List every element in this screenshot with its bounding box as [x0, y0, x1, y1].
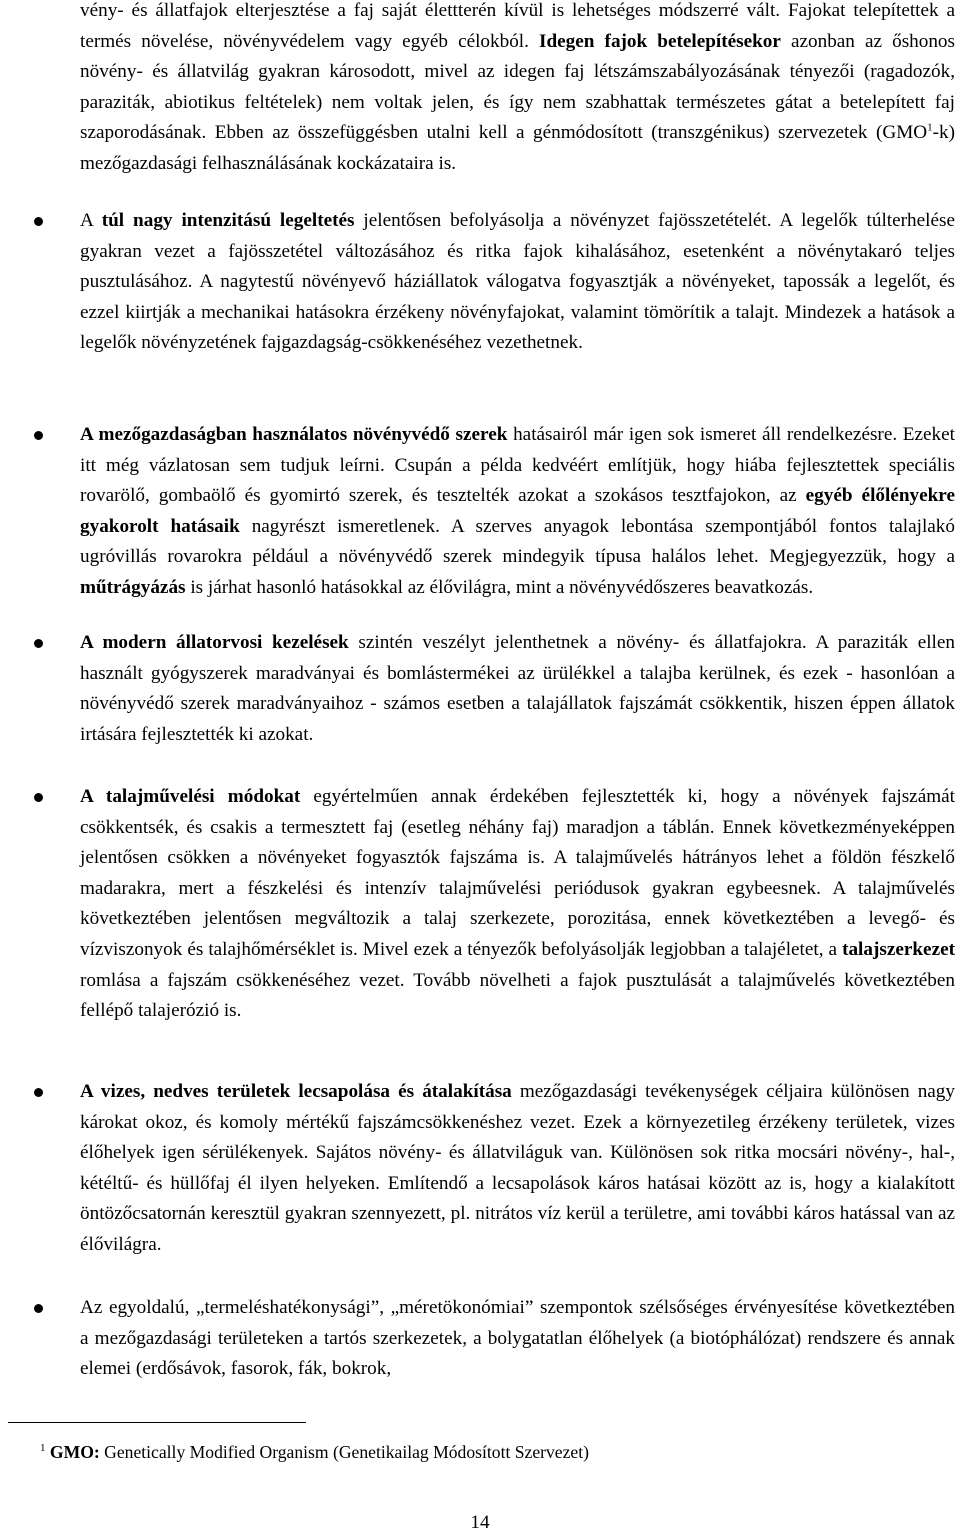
item-text: szintén veszélyt jelenthetnek a növény- és állatfajokra. A paraziták ellen használt gyógyszerek maradványai és bomlástermékei az ürülékkel a talajba kerülnek, és ezek - hasonlóan a növényvédő szerek maradványaihoz - számos esetben a talajállatok fajszámát csökkentik, hiszen éppen állatok irtására fejlesztették ki azokat.: [80, 632, 955, 745]
list-item-tillage: [80, 782, 955, 1027]
footnote-term: GMO:: [49, 1442, 100, 1462]
bullet-icon: [34, 793, 43, 802]
list-item-grazing: [80, 206, 955, 359]
bullet-icon: [34, 431, 43, 440]
footnote: [40, 1440, 920, 1464]
footnote-number: 1: [40, 1442, 46, 1455]
list-item-pesticides: [80, 420, 955, 604]
footnote-ref: 1: [927, 121, 933, 134]
footnote-divider: [8, 1422, 306, 1423]
footnote-text: Genetically Modified Organism (Genetikailag Módosított Szervezet): [99, 1442, 589, 1462]
bullet-icon: [34, 639, 43, 648]
list-item-one-sided: [80, 1293, 955, 1385]
bullet-icon: [34, 217, 43, 226]
item-bold: A vizes, nedves területek lecsapolása és átalakítása: [80, 1081, 512, 1102]
item-bold: túl nagy intenzitású legeltetés: [101, 210, 355, 231]
item-text: A: [80, 210, 102, 231]
intro-text-1: vény- és állatfajok elterjesztése a faj saját élettterén kívül is lehetséges módszerré vált. Fajokat telepítettek a termés növelése, növényvédelem vagy egyéb célokból.: [80, 0, 955, 52]
bullet-icon: [34, 1088, 43, 1097]
intro-paragraph: [80, 0, 955, 180]
intro-bold-1: Idegen fajok betelepítésekor: [539, 30, 781, 52]
item-bold: A modern állatorvosi kezelések: [80, 632, 349, 653]
item-bold: talajszerkezet: [842, 938, 955, 960]
item-text: egyértelműen annak érdekében fejlesztették ki, hogy a növények fajszámát csökkentsék, és csakis a termesztett faj (esetleg néhány faj) maradjon a táblán. Ennek következményeképpen jelentősen csökken a növényeket fogyasztók fajszáma is. A talajművelés hátrányos lehet a földön fészkelő madarakra, mert a fészkelési és intenzív talajművelési periódusok gyakran egybeesnek. A talajművelés következtében jelentősen megváltozik a talaj szerkezete, porozitása, ennek következtében a levegő- és vízviszonyok és talajhőmérséklet is. Mivel ezek a tényezők befolyásolják legjobban a talajéletet, a: [80, 786, 955, 960]
item-text: nagyrészt ismeretlenek. A szerves anyagok lebontása szempontjából fontos talajlakó ugróvillás rovarokra például a növényvédő szerek mindegyik típusa halálos lehet. Megjegyezzük, hogy a: [80, 515, 955, 568]
bullet-icon: [34, 1304, 43, 1313]
item-text: mezőgazdasági tevékenységek céljaira különösen nagy károkat okoz, és komoly mértékű fajszámcsökkenéshez vezet. Ezek a környezetileg érzékeny területek, vizes élőhelyek igen sérülékenyek. Sajátos növény- és állatviláguk van. Különösen sok ritka mocsári növény-, hal-, kétéltű- és hüllőfaj él ilyen helyeken. Említendő a lecsapolások káros hatásai között az is, hogy a kialakított öntözőcsatornán keresztül gyakran szennyezett, pl. nitrátos víz kerül a területre, ami további káros hatással van az élővilágra.: [80, 1081, 955, 1255]
item-bold: A talajművelési módokat: [80, 786, 301, 807]
item-text: Az egyoldalú, „termeléshatékonysági”, „méretökonómiai” szempontok szélsőséges érvényesítése következtében a mezőgazdasági területeken a tartós szerkezetek, a bolygatatlan élőhelyek (a biotóphálózat) rendszere és annak elemei (erdősávok, fasorok, fák, bokrok,: [80, 1297, 955, 1380]
list-item-veterinary: [80, 628, 955, 750]
item-text: jelentősen befolyásolja a növényzet fajösszetételét. A legelők túlterhelése gyakran vezet a fajösszetétel változásához és ritka fajok kihalásához, esetenként a növénytakaró teljes pusztulásához. A nagytestű növényevő háziállatok válogatva fogyasztják a növényeket, tapossák a legelőt, és ezzel kiirtják a mechanikai hatásokra érzékeny növényfajokat, valamint tömörítik a talajt. Mindezek a hatások a legelők növényzetének fajgazdagság-csökkenéséhez vezethetnek.: [80, 210, 955, 354]
list-item-wetlands: [80, 1077, 955, 1261]
item-bold: A mezőgazdaságban használatos növényvédő szerek: [80, 424, 508, 445]
item-bold: egyéb élőlényekre gyakorolt hatásaik: [80, 485, 955, 537]
item-text: hatásairól már igen sok ismeret áll rendelkezésre. Ezeket itt még vázlatosan sem tudjuk leírni. Csupán a példa kedvéért említjük, hogy hiába fejlesztettek speciális rovarölő, gombaölő és gyomirtó szerek, és tesztelték azokat a szokásos tesztfajokon, az: [80, 424, 955, 507]
intro-text-3: -k) mezőgazdasági felhasználásának kockázataira is.: [80, 122, 955, 174]
page-number: 14: [470, 1512, 490, 1533]
item-text: romlása a fajszám csökkenéséhez vezet. Tovább növelheti a fajok pusztulását a talajművelés következtében fellépő talajerózió is.: [80, 969, 955, 1022]
intro-text-2: azonban az őshonos növény- és állatvilág gyakran károsodott, mivel az idegen faj létszámszabályozásának tényezői (ragadozók, paraziták, abiotikus feltételek) nem voltak jelen, és így nem szabhattak természetes gátat a betelepített faj szaporodásának. Ebben az összefüggésben utalni kell a génmódosított (transzgénikus) szervezetek (GMO: [80, 30, 955, 144]
item-bold: műtrágyázás: [80, 576, 186, 598]
item-text: is járhat hasonló hatásokkal az élővilágra, mint a növényvédőszeres beavatkozás.: [185, 576, 814, 598]
